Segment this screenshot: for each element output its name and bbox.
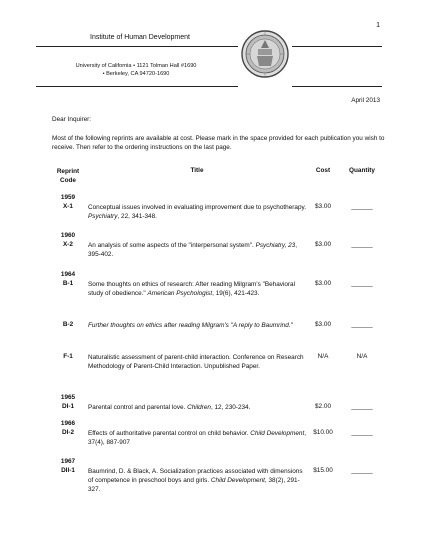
quantity-field[interactable]: ______ bbox=[351, 403, 373, 410]
reprint-title: Naturalistic assessment of parent-child interaction. Conference on Research Methodology of Parent-Child Interaction. Unpublished Paper. bbox=[88, 354, 304, 370]
reprint-cost: N/A bbox=[317, 353, 329, 360]
address-line-2: • Berkeley, CA 94720-1690 bbox=[102, 71, 170, 77]
reprint-title: Some thoughts on ethics of research: After reading Milgram's "Behavioral study of obedience." American Psychologist, 19(6), 421-423. bbox=[88, 281, 296, 297]
reprint-title: An analysis of some aspects of the "interpersonal system". Psychiatry, 23, 395-402. bbox=[88, 242, 298, 258]
page-number: 1 bbox=[376, 22, 380, 29]
col-header-cost: Cost bbox=[315, 167, 331, 174]
university-seal-logo bbox=[240, 16, 290, 92]
entry-year: 1959 bbox=[60, 194, 76, 201]
col-header-code-line-1: Reprint bbox=[56, 168, 80, 175]
col-header-title: Title bbox=[190, 167, 204, 174]
reprint-code: X-1 bbox=[63, 203, 73, 210]
reprint-cost: $15.00 bbox=[313, 467, 333, 474]
entry-year: 1964 bbox=[60, 271, 76, 278]
intro-paragraph: Most of the following reprints are available at cost. Please mark in the space provided for each publication you wish to receive. Then refer to the ordering instructions on the last page. bbox=[52, 135, 385, 151]
quantity-field[interactable]: ______ bbox=[351, 203, 373, 210]
reprint-cost: $3.00 bbox=[315, 321, 331, 328]
header-rule-right-top bbox=[292, 46, 382, 47]
reprint-code: DI-2 bbox=[61, 429, 75, 436]
col-header-quantity: Quantity bbox=[349, 167, 375, 174]
reprint-title: Parental control and parental love. Children, 12, 230-234. bbox=[88, 404, 251, 411]
entry-year: 1966 bbox=[60, 420, 76, 427]
quantity-field[interactable]: ______ bbox=[351, 241, 373, 248]
entry-year: 1967 bbox=[60, 458, 76, 465]
header-rule-left-top bbox=[36, 46, 238, 47]
greeting: Dear Inquirer: bbox=[52, 116, 92, 123]
quantity-field[interactable]: ______ bbox=[351, 280, 373, 287]
reprint-cost: $2.00 bbox=[315, 403, 331, 410]
quantity-field[interactable]: ______ bbox=[351, 321, 373, 328]
reprint-code: X-2 bbox=[63, 241, 73, 248]
quantity-field[interactable]: ______ bbox=[351, 467, 373, 474]
reprint-title: Effects of authoritative parental control on child behavior. Child Development, 37(4), 887-907 bbox=[88, 430, 307, 446]
institute-name: Institute of Human Development bbox=[90, 34, 190, 41]
reprint-cost: $3.00 bbox=[315, 280, 331, 287]
reprint-title: Baumrind, D. & Black, A. Socialization practices associated with dimensions of competence in preschool boys and girls. Child Development, 38(2), 291-327. bbox=[88, 468, 303, 493]
reprint-code: F-1 bbox=[63, 353, 73, 360]
quantity-field[interactable]: ______ bbox=[351, 429, 373, 436]
reprint-code: DII-1 bbox=[61, 467, 75, 474]
reprint-title: Conceptual issues involved in evaluating improvement due to psychotherapy. Psychiatry, 22, 341-348. bbox=[88, 204, 306, 220]
col-header-code bbox=[52, 167, 84, 185]
entry-year: 1960 bbox=[60, 232, 76, 239]
entry-year: 1965 bbox=[60, 394, 76, 401]
reprint-title: Further thoughts on ethics after reading Milgram's "A reply to Baumrind." bbox=[88, 322, 293, 329]
reprint-cost: $3.00 bbox=[315, 203, 331, 210]
reprint-code: B-2 bbox=[62, 321, 74, 328]
address-line-1: University of California • 1121 Tolman Hall #1690 bbox=[75, 63, 197, 69]
reprint-code: DI-1 bbox=[61, 403, 75, 410]
header-rule-right-bottom bbox=[292, 86, 382, 87]
header-rule-left-bottom bbox=[36, 86, 238, 87]
reprint-code: B-1 bbox=[62, 280, 74, 287]
letter-date: April 2013 bbox=[351, 97, 380, 104]
col-header-code-line-2: Code bbox=[60, 177, 76, 184]
reprint-cost: $3.00 bbox=[315, 241, 331, 248]
reprint-cost: $10.00 bbox=[313, 429, 333, 436]
reprint-quantity: N/A bbox=[356, 353, 368, 360]
